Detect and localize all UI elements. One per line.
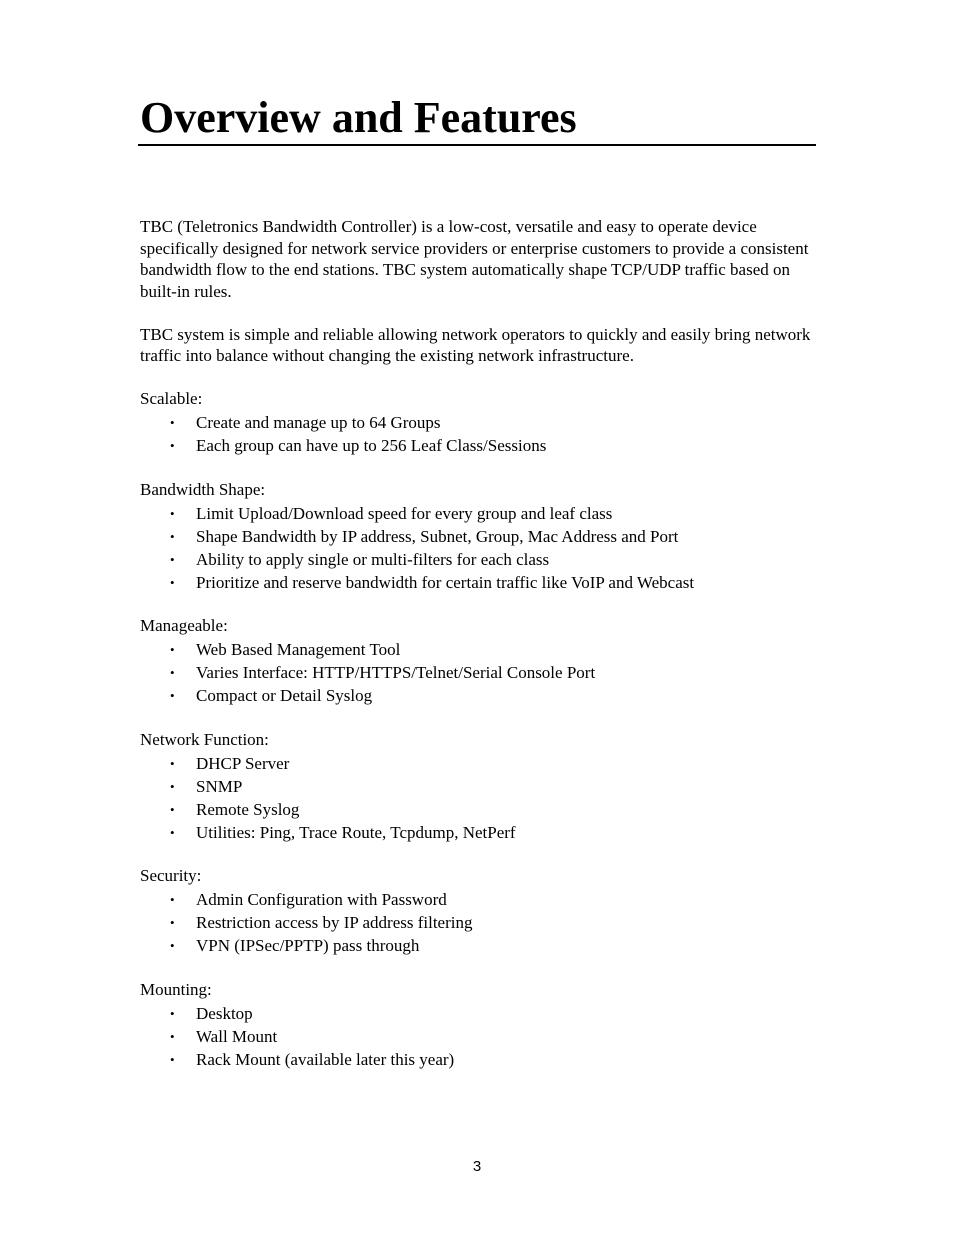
list-item <box>140 638 820 661</box>
section-mounting <box>140 979 820 1071</box>
list-item-text: Create and manage up to 64 Groups <box>196 413 441 432</box>
title-underline <box>138 144 816 146</box>
section-heading: Scalable: <box>140 389 203 408</box>
section-heading: Mounting: <box>140 979 212 999</box>
list-item <box>140 888 820 911</box>
list-item-text: Web Based Management Tool <box>196 640 401 659</box>
bullet-icon: • <box>170 438 175 453</box>
list-item <box>140 798 820 821</box>
bullet-icon: • <box>170 824 175 840</box>
list-item <box>140 525 820 548</box>
bullet-icon: • <box>170 1051 175 1067</box>
list-item <box>140 934 820 957</box>
bullet-icon: • <box>170 528 175 544</box>
bullet-icon: • <box>170 688 175 703</box>
list-item-text: Ability to apply single or multi-filters for each class <box>196 549 550 569</box>
section-heading: Bandwidth Shape: <box>140 479 266 499</box>
list-item-text: Utilities: Ping, Trace Route, Tcpdump, NetPerf <box>196 822 516 842</box>
bullet-icon: • <box>170 755 175 771</box>
bullet-icon: • <box>170 551 175 567</box>
section-scalable <box>140 388 820 457</box>
list-item-text: Prioritize and reserve bandwidth for certain traffic like VoIP and Webcast <box>196 572 695 592</box>
section-heading: Manageable: <box>140 616 228 635</box>
bullet-icon: • <box>170 505 175 521</box>
section-heading: Network Function: <box>140 729 269 749</box>
page-number: 3 <box>472 1158 482 1175</box>
bullet-icon: • <box>170 1028 175 1044</box>
list-item-text: Compact or Detail Syslog <box>196 686 373 705</box>
bullet-icon: • <box>170 801 175 817</box>
section-heading: Security: <box>140 866 202 885</box>
section-security <box>140 865 820 957</box>
list-item <box>140 775 820 798</box>
section-network-function <box>140 729 820 844</box>
document-body <box>140 216 820 1092</box>
bullet-icon: • <box>170 574 175 590</box>
list-item-text: Admin Configuration with Password <box>196 890 447 909</box>
list-item <box>140 411 820 434</box>
list-item <box>140 1002 820 1025</box>
bullet-list <box>140 1002 820 1071</box>
list-item <box>140 1048 820 1071</box>
list-item-text: Shape Bandwidth by IP address, Subnet, Group, Mac Address and Port <box>196 526 679 546</box>
list-item-text: Varies Interface: HTTP/HTTPS/Telnet/Serial Console Port <box>196 663 596 682</box>
list-item <box>140 548 820 571</box>
list-item-text: VPN (IPSec/PPTP) pass through <box>196 936 420 955</box>
list-item <box>140 661 820 684</box>
section-bandwidth-shape <box>140 479 820 594</box>
bullet-list <box>140 638 820 707</box>
list-item-text: Desktop <box>196 1003 253 1023</box>
list-item-text: Limit Upload/Download speed for every group and leaf class <box>196 503 613 523</box>
bullet-icon: • <box>170 778 175 794</box>
list-item <box>140 1025 820 1048</box>
list-item <box>140 502 820 525</box>
list-item-text: Restriction access by IP address filtering <box>196 913 473 932</box>
list-item <box>140 684 820 707</box>
list-item-text: SNMP <box>196 776 243 796</box>
list-item <box>140 434 820 457</box>
section-manageable <box>140 615 820 707</box>
bullet-list <box>140 752 820 844</box>
bullet-icon: • <box>170 642 175 657</box>
bullet-list <box>140 411 820 457</box>
list-item <box>140 911 820 934</box>
bullet-icon: • <box>170 915 175 930</box>
bullet-icon: • <box>170 1005 175 1021</box>
list-item-text: Remote Syslog <box>196 799 300 819</box>
bullet-list <box>140 502 820 594</box>
bullet-list <box>140 888 820 957</box>
list-item <box>140 752 820 775</box>
list-item <box>140 821 820 844</box>
intro-paragraph-2: TBC system is simple and reliable allowing network operators to quickly and easily bring network traffic into balance without changing the existing network infrastructure. <box>140 324 811 365</box>
list-item-text: Rack Mount (available later this year) <box>196 1049 455 1069</box>
list-item-text: Each group can have up to 256 Leaf Class/Sessions <box>196 436 547 455</box>
bullet-icon: • <box>170 665 175 680</box>
bullet-icon: • <box>170 892 175 907</box>
bullet-icon: • <box>170 938 175 953</box>
list-item-text: DHCP Server <box>196 753 290 773</box>
list-item <box>140 571 820 594</box>
list-item-text: Wall Mount <box>196 1026 278 1046</box>
page-title: Overview and Features <box>140 93 577 142</box>
bullet-icon: • <box>170 415 175 430</box>
intro-paragraph-1: TBC (Teletronics Bandwidth Controller) is a low-cost, versatile and easy to operate device specifically designed for network service providers or enterprise customers to provide a consistent bandwidth flow to the end stations. TBC system automatically shape TCP/UDP traffic based on built-in rules. <box>140 217 809 301</box>
